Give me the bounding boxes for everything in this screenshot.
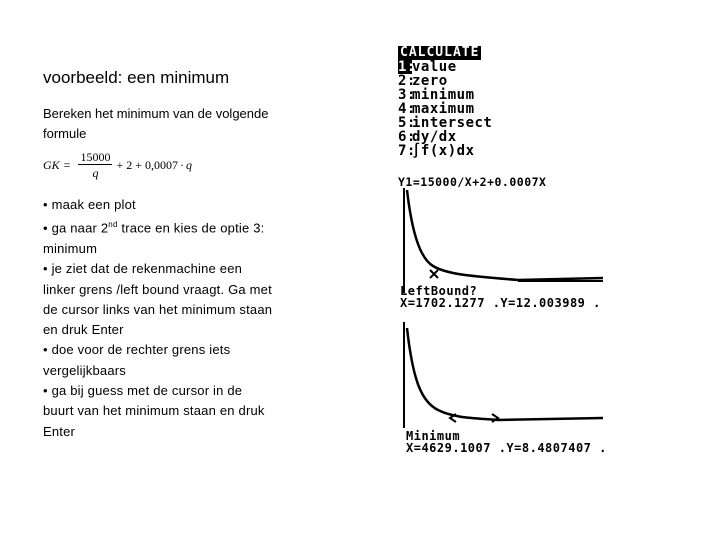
page-title: voorbeeld: een minimum xyxy=(43,68,230,87)
graph-plot-1 xyxy=(398,188,608,298)
formula-rest: + 2 + 0,0007 xyxy=(116,158,178,172)
graph-curve xyxy=(407,328,603,420)
formula-dot: · xyxy=(180,158,184,172)
formula-numerator: 15000 xyxy=(80,150,111,164)
formula-lhs: GK xyxy=(43,158,60,172)
list-item: • ga naar 2nd trace en kies de optie 3: minimum xyxy=(43,220,265,256)
calc-menu-screen xyxy=(398,41,528,158)
formula xyxy=(43,150,192,181)
formula-fraction xyxy=(78,150,112,181)
calc-menu-item[interactable]: 2:zero xyxy=(398,73,448,89)
list-item: • doe voor de rechter grens iets vergelijkbaars xyxy=(43,342,231,378)
calc-menu-item[interactable]: 4:maximum xyxy=(398,101,475,117)
calc-menu-item[interactable]: 1:value xyxy=(398,59,457,75)
formula-var: q xyxy=(186,158,192,172)
cursor-icon xyxy=(430,270,438,278)
instruction-list xyxy=(43,195,275,442)
minimum-prompt: Minimum xyxy=(406,429,461,443)
minimum-coords: X=4629.1007 .Y=8.4807407 . xyxy=(406,441,607,455)
formula-denominator: q xyxy=(92,166,99,180)
list-item: • je ziet dat de rekenmachine een linker grens /left bound vraagt. Ga met de cursor links van het minimum staan en druk Enter xyxy=(43,261,273,338)
formula-equals: = xyxy=(63,158,71,172)
intro-text: Bereken het minimum van de volgende formule xyxy=(43,106,269,141)
calc-menu-title: CALCULATE xyxy=(400,45,480,60)
graph-equation: Y1=15000/X+2+0.0007X xyxy=(398,175,547,189)
calc-menu-item[interactable]: 5:intersect xyxy=(398,115,493,131)
leftbound-coords: X=1702.1277 .Y=12.003989 . xyxy=(400,296,601,310)
graph-curve xyxy=(407,190,603,280)
list-item: • maak een plot xyxy=(43,197,136,212)
list-item: • ga bij guess met de cursor in de buurt van het minimum staan en druk Enter xyxy=(43,383,265,439)
calc-menu-item[interactable]: 7:∫f(x)dx xyxy=(398,143,475,159)
calc-menu-item[interactable]: 6:dy/dx xyxy=(398,129,457,145)
leftbound-prompt: LeftBound? xyxy=(400,284,478,298)
graph-plot-2 xyxy=(398,322,608,432)
calc-menu-item[interactable]: 3:minimum xyxy=(398,87,475,103)
